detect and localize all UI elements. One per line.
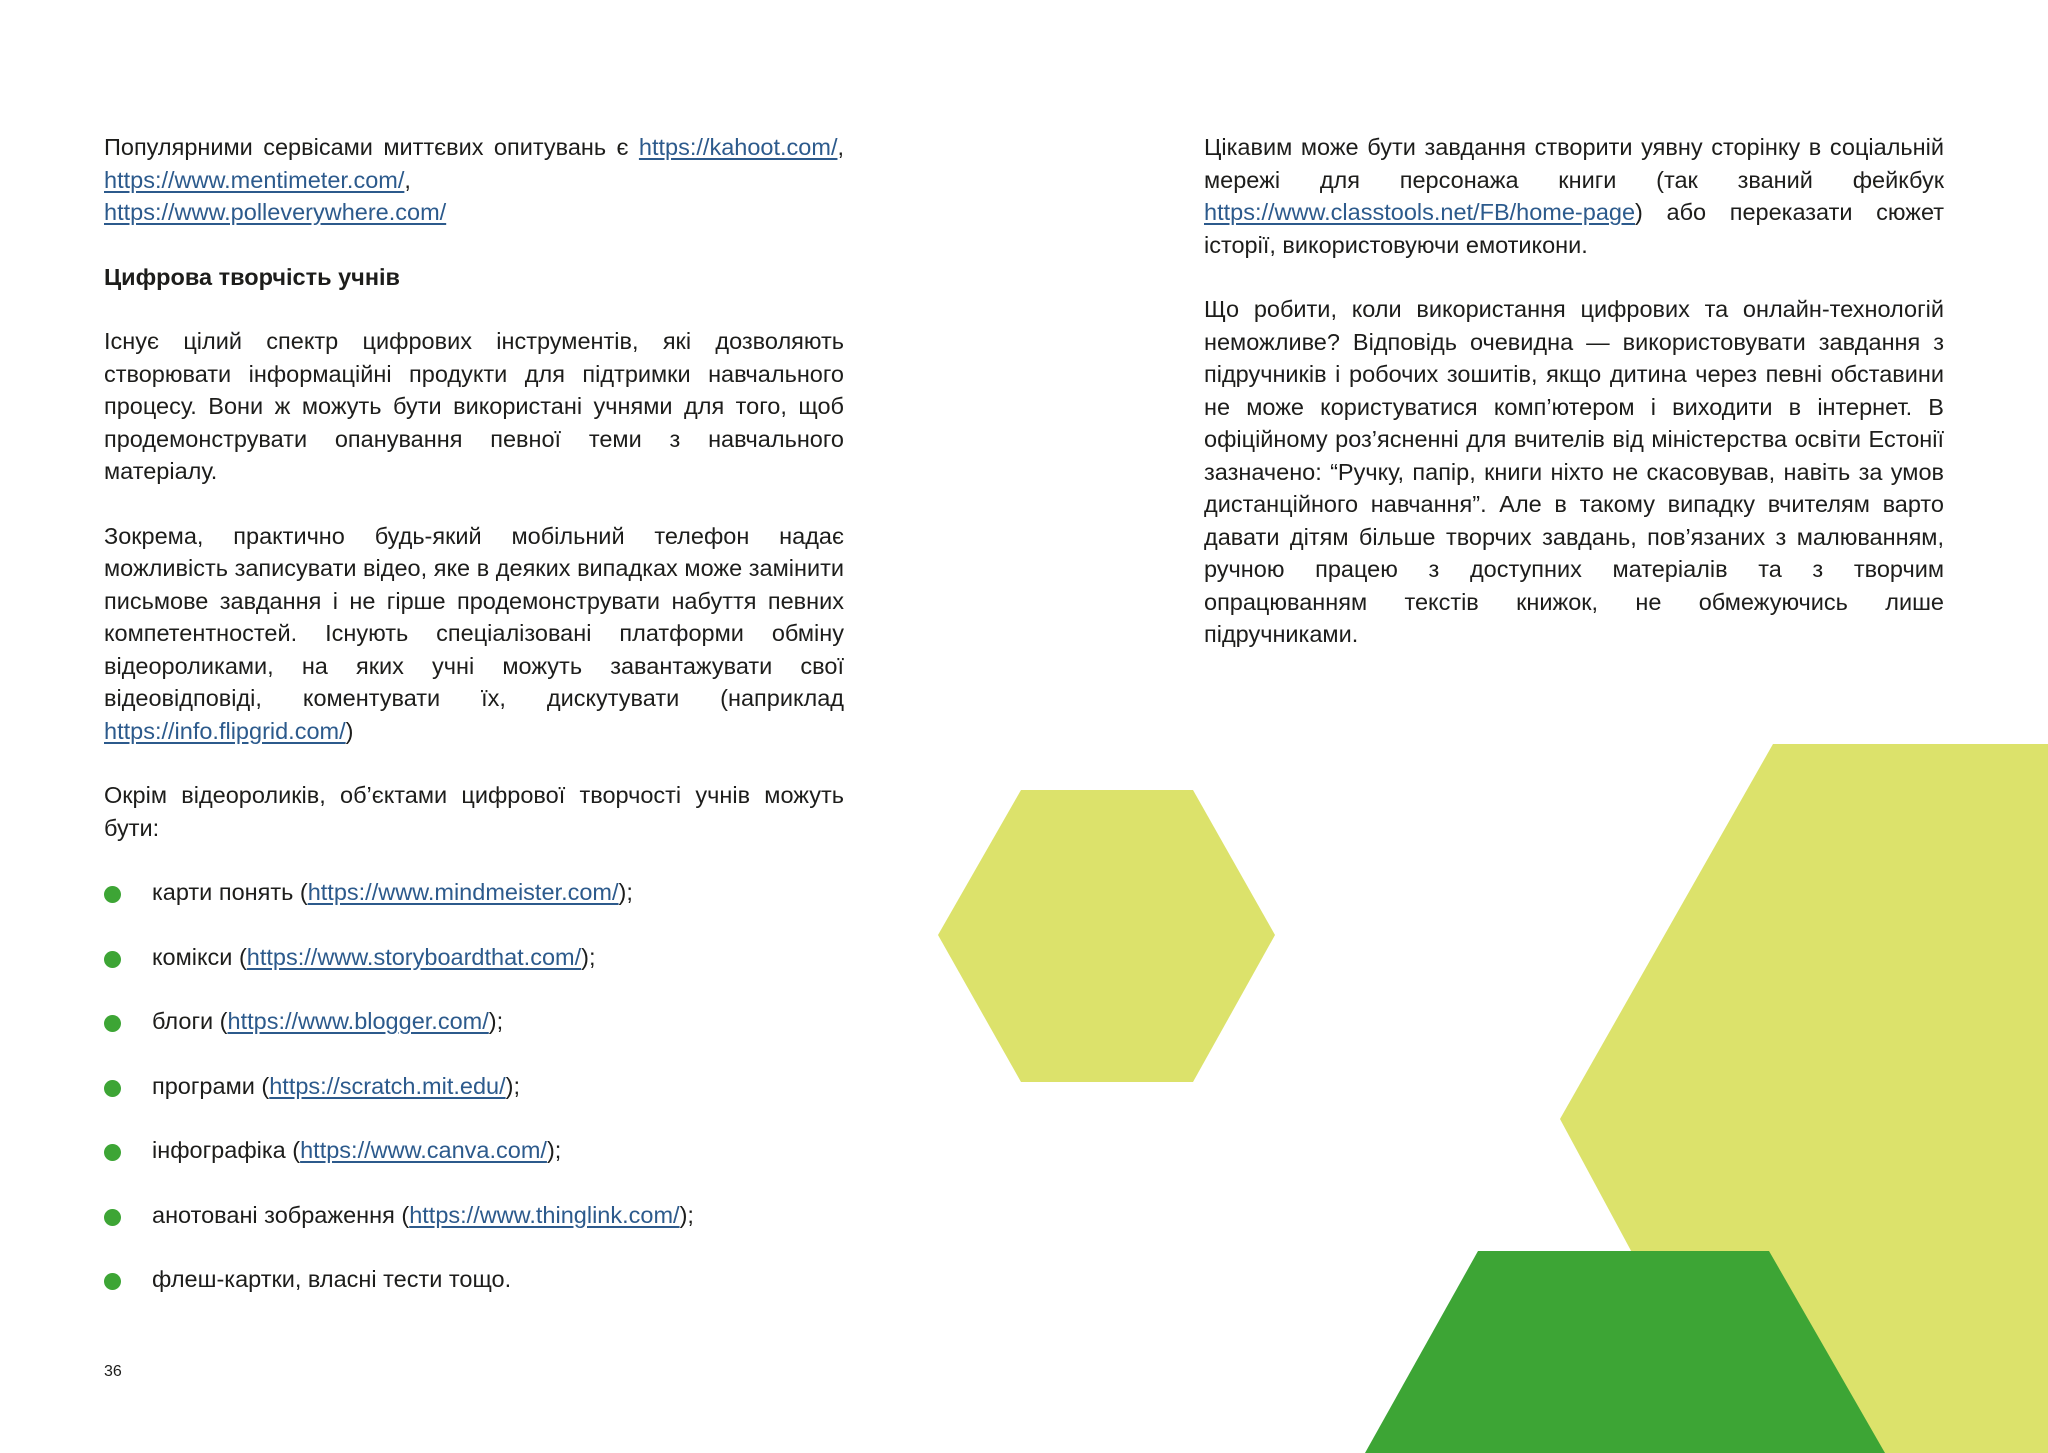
link-thinglink[interactable]: https://www.thinglink.com/ (409, 1201, 680, 1228)
paragraph-video-after: ) (345, 717, 354, 744)
list-item (104, 1134, 844, 1167)
list-item-text: інфографіка ( (152, 1137, 301, 1163)
list-item (104, 1199, 844, 1232)
paragraph-tools: Існує цілий спектр цифрових інструментів, які дозволяють створювати інформаційні продукти для підтримки навчального процесу. Вони ж можуть бути використані учнями для того, щоб продемонструвати опанування певної теми з навчального матеріалу. (104, 328, 844, 484)
bullet-icon (104, 1015, 121, 1032)
paragraph-offline: Що робити, коли використання цифрових та онлайн-технологій неможливе? Відповідь очевидна — використовувати завдання з підручників і робочих зошитів, якщо дитина через певні обставини не може користуватися комп’ютером і виходити в інтернет. В офіційному роз’ясненні для вчителів від міністерства освіти Естонії зазначено: “Ручку, папір, книги ніхто не скасовував, навіть за умов дистанційного навчання”. Але в такому випадку вчителям варто давати дітям більше творчих завдань, пов’язаних з малюванням, ручною працею з доступних матеріалів та з творчим опрацюванням текстів книжок, не обмежуючись лише підручниками. (1204, 296, 1944, 647)
intro-paragraph (104, 131, 844, 229)
bullet-icon (104, 886, 121, 903)
link-mindmeister[interactable]: https://www.mindmeister.com/ (307, 879, 619, 905)
bullet-icon (104, 1209, 121, 1226)
bullet-icon (104, 1144, 121, 1161)
list-item-after: ); (618, 879, 633, 905)
list-item (104, 1005, 844, 1038)
list-item (104, 876, 844, 909)
list-item (104, 1070, 844, 1103)
paragraph-objects: Окрім відеороликів, об’єктами цифрової творчості учнів можуть бути: (104, 782, 844, 841)
paragraph-video-text: Зокрема, практично будь-який мобільний телефон надає можливість записувати відео, яке в деяких випадках може замінити письмове завдання і не гірше продемонструвати набуття певних компетентностей. Існують спеціалізовані платформи обміну відеороликами, на яких учні можуть завантажувати свої відеовідповіді, коментувати їх, дискутувати (наприклад (104, 522, 844, 711)
right-column (1204, 131, 1944, 683)
page-number: 36 (104, 1363, 122, 1380)
intro-text: Популярними сервісами миттєвих опитувань є (104, 134, 639, 160)
paragraph-fakebook-text: Цікавим може бути завдання створити уявну сторінку в соціальній мережі для персонажа книги (так званий фейкбук (1204, 134, 1944, 193)
list-item-text: блоги ( (152, 1008, 228, 1034)
bullet-list (104, 876, 844, 1296)
list-item-text: комікси ( (152, 943, 247, 970)
left-column (104, 131, 844, 1328)
list-item-text: карти понять ( (152, 879, 308, 905)
list-item-text: флеш-картки, власні тести тощо. (152, 1266, 512, 1292)
link-canva[interactable]: https://www.canva.com/ (300, 1137, 547, 1163)
intro-separator-2: , (404, 166, 411, 193)
section-heading: Цифрова творчість учнів (104, 263, 400, 290)
link-kahoot[interactable]: https://kahoot.com/ (638, 134, 838, 160)
link-mentimeter[interactable]: https://www.mentimeter.com/ (104, 166, 405, 193)
list-item-after: ); (488, 1008, 504, 1034)
link-polleverywhere[interactable]: https://www.polleverywhere.com/ (104, 199, 447, 225)
paragraph-fakebook (1204, 131, 1944, 261)
link-flipgrid[interactable]: https://info.flipgrid.com/ (104, 717, 346, 744)
bullet-icon (104, 1080, 121, 1097)
list-item-after: ); (546, 1137, 562, 1163)
paragraph-video (104, 520, 844, 748)
link-blogger[interactable]: https://www.blogger.com/ (227, 1008, 489, 1034)
intro-separator-1: , (837, 134, 844, 160)
list-item-after: ); (679, 1201, 694, 1228)
list-item (104, 1263, 844, 1296)
bullet-icon (104, 951, 121, 968)
hexagon-small (938, 790, 1275, 1082)
paragraph-fakebook-after: ) або переказати сюжет історії, використовуючи емотикони. (1204, 199, 1944, 258)
list-item-after: ); (581, 943, 596, 970)
link-scratch[interactable]: https://scratch.mit.edu/ (269, 1072, 506, 1099)
link-classtools[interactable]: https://www.classtools.net/FB/home-page (1204, 199, 1636, 225)
list-item (104, 941, 844, 974)
bullet-icon (104, 1273, 121, 1290)
list-item-after: ); (505, 1072, 520, 1099)
list-item-text: анотовані зображення ( (152, 1201, 410, 1228)
link-storyboardthat[interactable]: https://www.storyboardthat.com/ (246, 943, 582, 970)
list-item-text: програми ( (152, 1072, 270, 1099)
